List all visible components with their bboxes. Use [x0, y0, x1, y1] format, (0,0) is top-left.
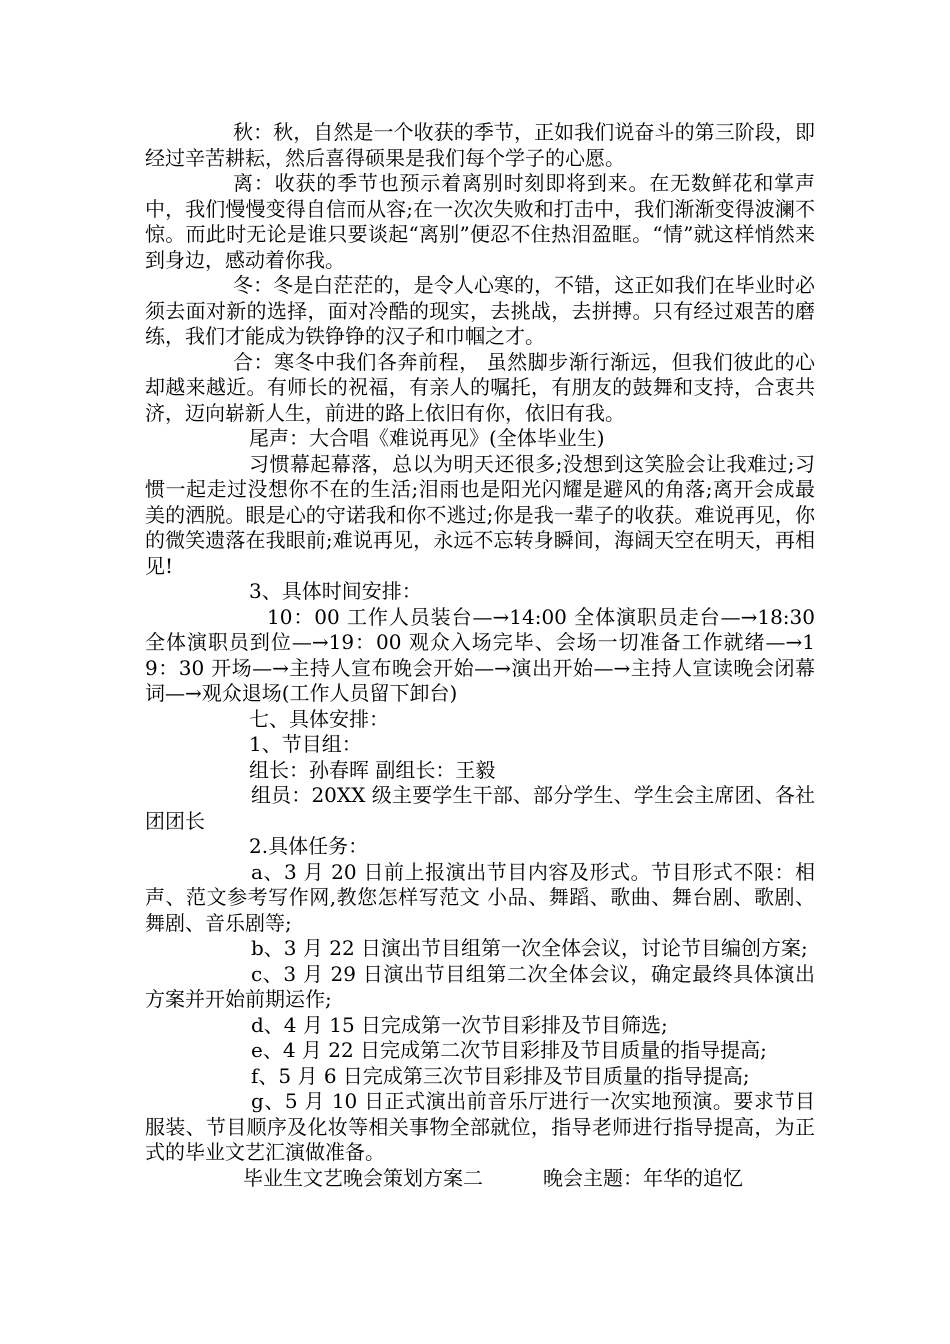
plan-title: 毕业生文艺晚会策划方案二 — [243, 1165, 483, 1190]
task-d: d、4 月 15 日完成第一次节目彩排及节目筛选; — [251, 1012, 668, 1037]
heading-section-7: 七、具体安排： — [249, 706, 389, 731]
paragraph-lyrics: 习惯幕起幕落，总以为明天还很多;没想到这笑脸会让我难过;习惯一起走过没想你不在的生活;泪雨也是阳光闪耀是避风的角落;离开会成最美的洒脱。眼是心的守诺我和你不逃过;你是我一辈子的收获。难说再见，你的微笑遗落在我眼前;难说再见，永远不忘转身瞬间，海阔天空在明天，再相见! — [145, 451, 815, 578]
document-body — [145, 120, 815, 1191]
heading-tasks: 2.具体任务： — [249, 834, 369, 858]
paragraph-autumn: 秋：秋，自然是一个收获的季节，正如我们说奋斗的第三阶段，即经过辛苦耕耘，然后喜得硕果是我们每个学子的心愿。 — [145, 120, 815, 170]
paragraph-members: 组员：20XX 级主要学生干部、部分学生、学生会主席团、各社团团长 — [145, 783, 815, 833]
paragraph-leaders: 组长：孙春晖 副组长：王毅 — [249, 757, 496, 782]
paragraph-schedule: 10：00 工作人员装台—→14:00 全体演职员走台—→18:30 全体演职员到位—→19：00 观众入场完毕、会场一切准备工作就绪—→19：30 开场—→主持人宣布晚会开始—→演出开始—→主持人宣读晚会闭幕词—→观众退场(工作人员留下卸台) — [145, 604, 815, 705]
theme-line: 晚会主题：年华的追忆 — [543, 1165, 743, 1190]
task-b: b、3 月 22 日演出节目组第一次全体会议，讨论节目编创方案; — [251, 936, 808, 960]
task-c: c、3 月 29 日演出节目组第二次全体会议，确定最终具体演出方案并开始前期运作; — [145, 961, 815, 1011]
task-g: g、5 月 10 日正式演出前音乐厅进行一次实地预演。要求节目服装、节目顺序及化妆等相关事物全部就位，指导老师进行指导提高，为正式的毕业文艺汇演做准备。 — [145, 1089, 815, 1164]
heading-program-group: 1、节目组： — [249, 732, 362, 756]
paragraph-winter: 冬：冬是白茫茫的，是令人心寒的，不错，这正如我们在毕业时必须去面对新的选择，面对冷酷的现实，去挑战，去拼搏。只有经过艰苦的磨练，我们才能成为铁铮铮的汉子和巾帼之才。 — [145, 273, 815, 348]
paragraph-epilogue: 尾声：大合唱《难说再见》(全体毕业生) — [249, 426, 605, 450]
task-f: f、5 月 6 日完成第三次节目彩排及节目质量的指导提高; — [251, 1063, 750, 1088]
paragraph-parting: 离：收获的季节也预示着离别时刻即将到来。在无数鲜花和掌声中，我们慢慢变得自信而从容;在一次次失败和打击中，我们渐渐变得波澜不惊。而此时无论是谁只要谈起“离别”便忍不住热泪盈眶。“情”就这样悄然来到身边，感动着你我。 — [145, 171, 815, 272]
footer-line — [145, 1166, 815, 1192]
task-e: e、4 月 22 日完成第二次节目彩排及节目质量的指导提高; — [251, 1038, 767, 1062]
heading-schedule: 3、具体时间安排： — [249, 579, 422, 603]
paragraph-together: 合：寒冬中我们各奔前程， 虽然脚步渐行渐远，但我们彼此的心却越来越近。有师长的祝福，有亲人的嘱托，有朋友的鼓舞和支持，合衷共济，迈向崭新人生，前进的路上依旧有你，依旧有我。 — [145, 349, 815, 425]
task-a: a、3 月 20 日前上报演出节目内容及形式。节目形式不限：相声、范文参考写作网,教您怎样写范文 小品、舞蹈、歌曲、舞台剧、歌剧、舞剧、音乐剧等; — [145, 859, 815, 935]
